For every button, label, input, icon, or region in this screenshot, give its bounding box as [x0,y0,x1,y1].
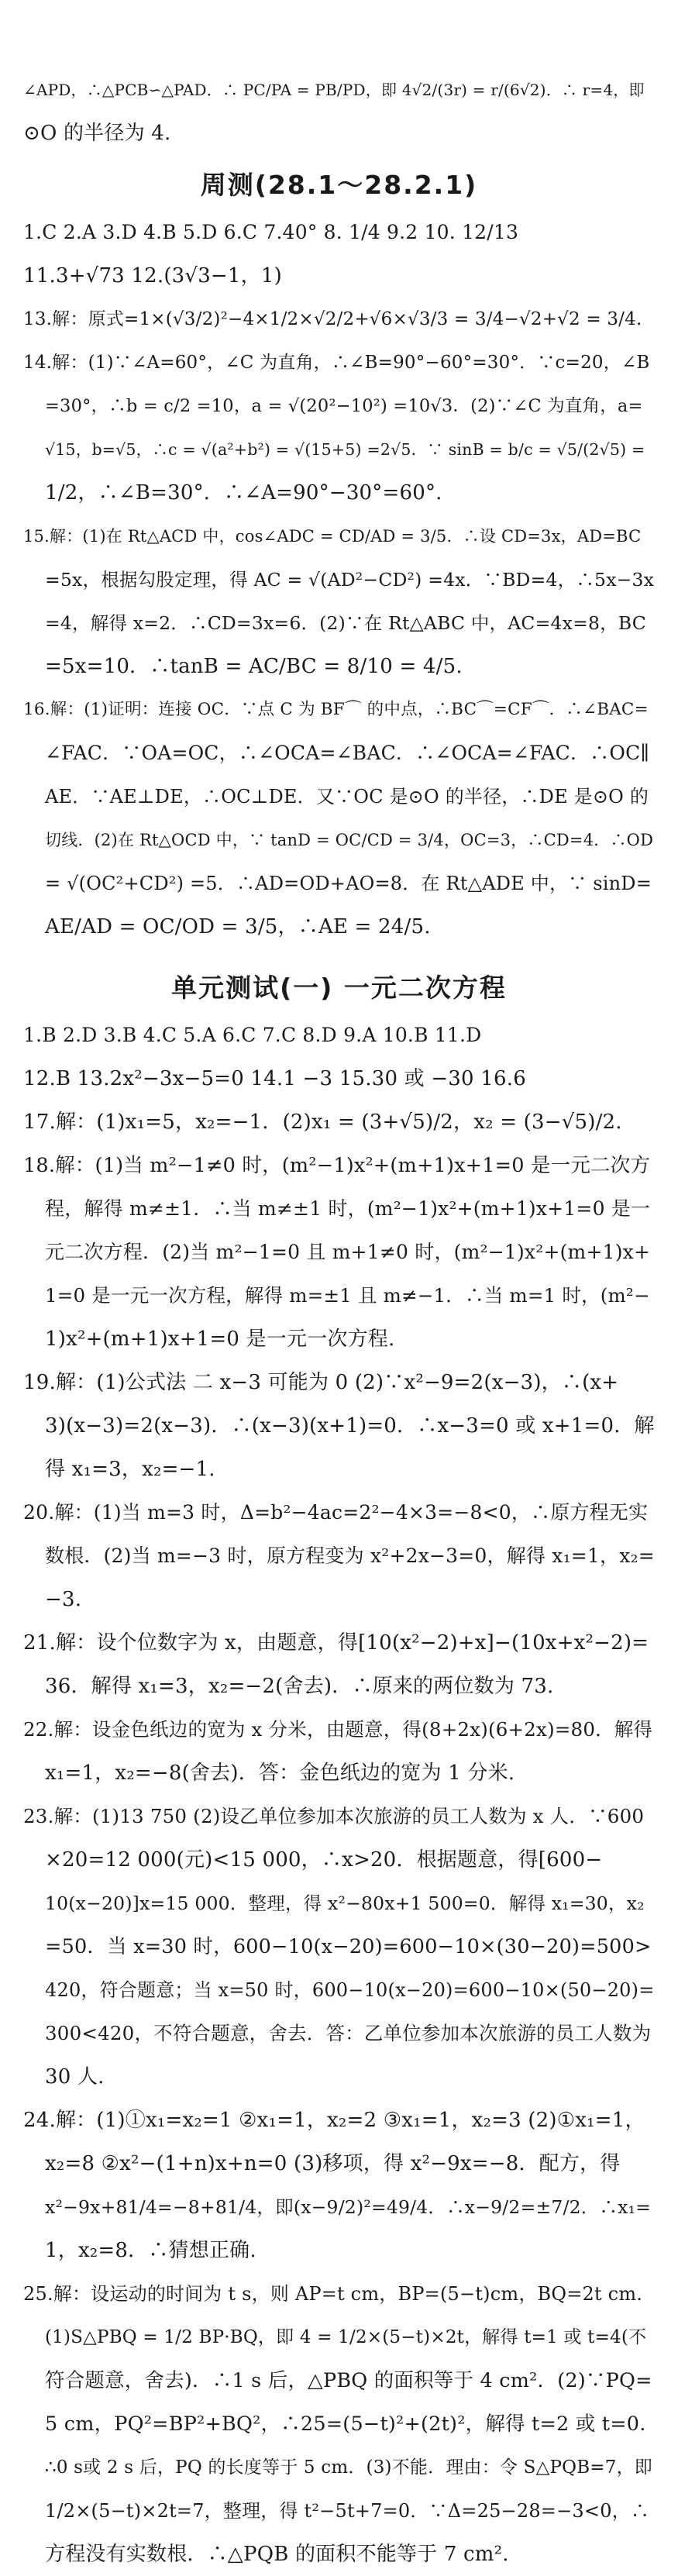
answer-line: =5x=10．∴tanB = AC/BC = 8/10 = 4/5. [45,655,463,678]
answer-line: 18.解：(1)当 m²−1≠0 时，(m²−1)x²+(m+1)x+1=0 是一元二次方 [23,1154,651,1177]
answer-line: 元二次方程．(2)当 m²−1=0 且 m+1≠0 时，(m²−1)x²+(m+1)x+ [45,1241,651,1263]
intro-block [23,68,655,155]
answer-line: 5 cm，PQ²=BP²+BQ²，∴25=(5−t)²+(2t)²，解得 t=2 或 t=0. [45,2412,646,2436]
section-title-weekly-test: 周测(28.1～28.2.1) [200,170,478,200]
answer-line: ∠FAC．∵OA=OC，∴∠OCA=∠BAC．∴∠OCA=∠FAC．∴OC∥ [45,742,650,764]
answer-line: ∴0 s或 2 s 后，PQ 的长度等于 5 cm．(3)不能．理由：令 S△PQB=7，即 [45,2457,653,2478]
answer-line: x²−9x+81/4=−8+81/4，即(x−9/2)²=49/4．∴x−9/2=±7/2．∴x₁= [45,2196,652,2218]
answer-line: 10(x−20)]x=15 000．整理，得 x²−80x+1 500=0．解得 x₁=30，x₂ [45,1892,645,1914]
answer-line: 1)x²+(m+1)x+1=0 是一元一次方程. [45,1328,395,1351]
answer-line: 16.解：(1)证明：连接 OC．∵点 C 为 BF⌒ 的中点，∴BC⌒=CF⌒．∴∠BAC= [23,700,649,719]
answer-line: =4，解得 x=2．∴CD=3x=6．(2)∵在 Rt△ABC 中，AC=4x=8，BC [45,612,646,634]
answer-line: =5x，根据勾股定理，得 AC = √(AD²−CD²) =4x．∵BD=4，∴5x−3x [45,569,655,591]
answer-line: 17.解：(1)x₁=5，x₂=−1．(2)x₁ = (3+√5)/2，x₂ = (3−√5)/2. [23,1111,622,1134]
weekly-test-answers [23,211,655,949]
answer-line: 19.解：(1)公式法 二 x−3 可能为 0 (2)∵x²−9=2(x−3)，∴(x+ [23,1371,619,1394]
answer-line: 22.解：设金色纸边的宽为 x 分米，由题意，得(8+2x)(6+2x)=80．解得 [23,1718,653,1741]
answer-line: (1)S△PBQ = 1/2 BP·BQ，即 4 = 1/2×(5−t)×2t，解得 t=1 或 t=4(不 [45,2327,647,2347]
answer-line: −3. [45,1588,82,1611]
answer-line: 程，解得 m≠±1．∴当 m≠±1 时，(m²−1)x²+(m+1)x+1=0 是一 [45,1197,651,1220]
answer-line: ×20=12 000(元)<15 000，∴x>20．根据题意，得[600− [45,1848,603,1872]
answer-line: 1.B 2.D 3.B 4.C 5.A 6.C 7.C 8.D 9.A 10.B 11.D [23,1024,482,1046]
answer-line: 1，x₂=8．∴猜想正确. [45,2239,256,2262]
intro-line: ⊙O 的半径为 4. [23,122,171,145]
section-title-unit-test: 单元测试(一) 一元二次方程 [171,973,507,1003]
answer-line: AE/AD = OC/OD = 3/5，∴AE = 24/5. [45,915,431,938]
answer-line: 23.解：(1)13 750 (2)设乙单位参加本次旅游的员工人数为 x 人．∵600 [23,1805,645,1827]
answer-line: 1=0 是一元一次方程，解得 m=±1 且 m≠−1．∴当 m=1 时，(m²− [45,1284,650,1307]
answer-line: 1/2×(5−t)×2t=7，整理，得 t²−5t+7=0．∵Δ=25−28=−3<0，∴ [45,2500,650,2522]
answer-line: 14.解：(1)∵∠A=60°，∠C 为直角，∴∠B=90°−60°=30°．∵c=20，∠B [23,353,650,373]
answer-line: =30°，∴b = c/2 =10，a = √(20²−10²) =10√3．(2)∵∠C 为直角，a= [45,396,643,416]
answer-line: AE．∵AE⊥DE，∴OC⊥DE．又∵OC 是⊙O 的半径，∴DE 是⊙O 的 [45,786,649,808]
answer-line: 13.解：原式=1×(√3/2)²−4×1/2×√2/2+√6×√3/3 = 3/4−√2+√2 = 3/4. [23,309,642,329]
answer-line: 数根．(2)当 m=−3 时，原方程变为 x²+2x−3=0，解得 x₁=1，x₂= [45,1545,655,1567]
answer-line: 方程没有实数根．∴△PQB 的面积不能等于 7 cm². [45,2543,509,2566]
answer-line: 12.B 13.2x²−3x−5=0 14.1 −3 15.30 或 −30 16.6 [23,1067,526,1090]
answer-line: √15，b=√5，∴c = √(a²+b²) = √(15+5) =2√5．∵ sinB = b/c = √5/(2√5) = [45,440,645,459]
answer-line: 15.解：(1)在 Rt△ACD 中，cos∠ADC = CD/AD = 3/5．∴设 CD=3x，AD=BC [23,527,642,546]
answer-line: 切线．(2)在 Rt△OCD 中，∵ tanD = OC/CD = 3/4，OC=3，∴CD=4．∴OD [45,831,654,849]
answer-line: 300<420，不符合题意，舍去．答：乙单位参加本次旅游的员工人数为 [45,2022,652,2044]
answer-line: 21.解：设个位数字为 x，由题意，得[10(x²−2)+x]−(10x+x²−2)= [23,1631,649,1655]
answer-line: 符合题意，舍去)．∴1 s 后，△PBQ 的面积等于 4 cm²．(2)∵PQ= [45,2369,652,2392]
answer-line: 1/2，∴∠B=30°．∴∠A=90°−30°=60°. [45,481,442,505]
answer-line: = √(OC²+CD²) =5．∴AD=OD+AO=8．在 Rt△ADE 中，∵ sinD= [45,873,652,894]
answer-line: 30 人. [45,2065,105,2089]
unit-test-answers [23,1014,655,2576]
answer-line: 11.3+√73 12.(3√3−1，1) [23,264,282,288]
answer-line: 1.C 2.A 3.D 4.B 5.D 6.C 7.40° 8. 1/4 9.2 10. 12/13 [23,221,519,243]
answer-line: 25.解：设运动的时间为 t s，则 AP=t cm，BP=(5−t)cm，BQ=2t cm. [23,2283,643,2305]
answer-line: 3)(x−3)=2(x−3)．∴(x−3)(x+1)=0．∴x−3=0 或 x+1=0．解 [45,1414,655,1438]
answer-line: 得 x₁=3，x₂=−1. [45,1458,215,1481]
answer-line: 420，符合题意；当 x=50 时，600−10(x−20)=600−10×(50−20)= [45,1979,655,2001]
intro-line: ∠APD，∴△PCB∽△PAD．∴ PC/PA = PB/PD，即 4√2/(3r) = r/(6√2)．∴ r=4，即 [23,81,645,99]
answer-line: 20.解：(1)当 m=3 时，Δ=b²−4ac=2²−4×3=−8<0，∴原方程无实 [23,1501,649,1524]
answer-line: 36．解得 x₁=3，x₂=−2(舍去)．∴原来的两位数为 73. [45,1675,554,1698]
answer-line: x₁=1，x₂=−8(舍去)．答：金色纸边的宽为 1 分米. [45,1762,515,1785]
answer-line: =50．当 x=30 时，600−10(x−20)=600−10×(30−20)=500> [45,1935,652,1958]
answer-line: x₂=8 ②x²−(1+n)x+n=0 (3)移项，得 x²−9x=−8．配方，得 [45,2152,621,2175]
answer-line: 24.解：(1)①x₁=x₂=1 ②x₁=1，x₂=2 ③x₁=1，x₂=3 (2)①x₁=1， [23,2109,645,2132]
